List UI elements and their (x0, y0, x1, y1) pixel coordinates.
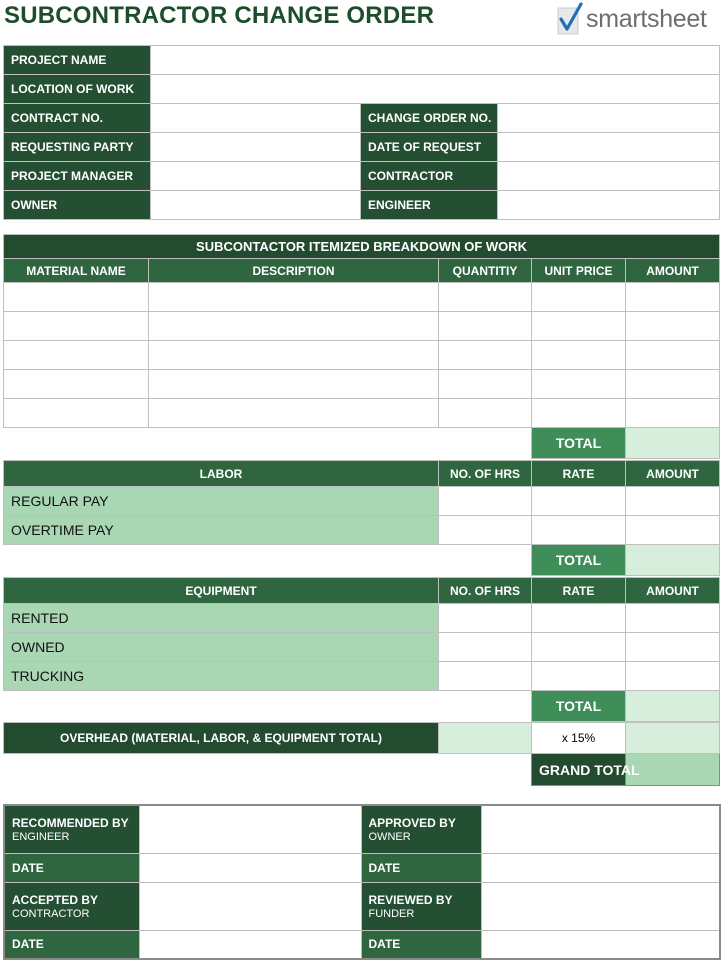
labor-total-label: TOTAL (532, 545, 626, 576)
col-amount: AMOUNT (626, 259, 720, 283)
reviewed-by-text: REVIEWED BY (368, 892, 453, 907)
cell[interactable] (439, 341, 532, 370)
smartsheet-logo (556, 1, 707, 37)
cell[interactable] (4, 370, 149, 399)
cell[interactable] (439, 604, 532, 633)
cell[interactable] (532, 516, 626, 545)
cell[interactable] (439, 370, 532, 399)
logo-text: smartsheet (586, 4, 707, 33)
table-row (4, 399, 720, 428)
cell[interactable] (439, 487, 532, 516)
cell[interactable] (149, 399, 439, 428)
contract-no-field[interactable] (151, 104, 361, 133)
cell[interactable] (626, 633, 720, 662)
project-info-table (3, 45, 720, 220)
reviewed-role: FUNDER (368, 907, 415, 920)
cell[interactable] (626, 399, 720, 428)
cell[interactable] (532, 283, 626, 312)
cell[interactable] (439, 662, 532, 691)
cell[interactable] (4, 399, 149, 428)
table-row (4, 370, 720, 399)
change-order-no-field[interactable] (498, 104, 720, 133)
owner-field[interactable] (151, 191, 361, 220)
col-equipment-rate: RATE (532, 578, 626, 604)
cell[interactable] (4, 283, 149, 312)
col-labor-amount: AMOUNT (626, 461, 720, 487)
recommended-by-field[interactable] (139, 805, 361, 853)
cell[interactable] (626, 341, 720, 370)
cell[interactable] (532, 662, 626, 691)
breakdown-title: SUBCONTACTOR ITEMIZED BREAKDOWN OF WORK (4, 235, 720, 259)
cell[interactable] (626, 487, 720, 516)
approved-by-text: APPROVED BY (368, 815, 456, 830)
cell[interactable] (4, 341, 149, 370)
location-of-work-field[interactable] (151, 75, 720, 104)
project-name-label: PROJECT NAME (4, 46, 151, 75)
project-manager-label: PROJECT MANAGER (4, 162, 151, 191)
cell[interactable] (626, 283, 720, 312)
recommended-by-text: RECOMMENDED BY (12, 815, 129, 830)
overtime-pay-label: OVERTIME PAY (4, 516, 439, 545)
page-title: SUBCONTRACTOR CHANGE ORDER (4, 2, 435, 29)
materials-total-label: TOTAL (532, 428, 626, 459)
requesting-party-label: REQUESTING PARTY (4, 133, 151, 162)
location-of-work-label: LOCATION OF WORK (4, 75, 151, 104)
reviewed-by-label (361, 882, 481, 930)
cell[interactable] (626, 370, 720, 399)
equipment-total-label: TOTAL (532, 691, 626, 722)
date-field[interactable] (481, 930, 720, 959)
recommended-role: ENGINEER (12, 830, 70, 843)
col-labor: LABOR (4, 461, 439, 487)
breakdown-table (3, 234, 720, 459)
approved-role: OWNER (368, 830, 411, 843)
requesting-party-field[interactable] (151, 133, 361, 162)
contract-no-label: CONTRACT NO. (4, 104, 151, 133)
recommended-by-label (4, 805, 139, 853)
change-order-no-label: CHANGE ORDER NO. (361, 104, 498, 133)
cell[interactable] (532, 604, 626, 633)
cell[interactable] (439, 516, 532, 545)
rented-label: RENTED (4, 604, 439, 633)
trucking-label: TRUCKING (4, 662, 439, 691)
cell[interactable] (532, 633, 626, 662)
cell[interactable] (626, 516, 720, 545)
cell[interactable] (149, 370, 439, 399)
reviewed-by-field[interactable] (481, 882, 720, 930)
overhead-table (3, 722, 720, 786)
cell[interactable] (149, 312, 439, 341)
contractor-field[interactable] (498, 162, 720, 191)
date-field[interactable] (481, 853, 720, 882)
col-labor-rate: RATE (532, 461, 626, 487)
project-manager-field[interactable] (151, 162, 361, 191)
col-equipment: EQUIPMENT (4, 578, 439, 604)
date-field[interactable] (139, 930, 361, 959)
accepted-by-text: ACCEPTED BY (12, 892, 99, 907)
cell[interactable] (439, 283, 532, 312)
table-row (4, 312, 720, 341)
cell[interactable] (149, 341, 439, 370)
cell[interactable] (149, 283, 439, 312)
cell[interactable] (532, 312, 626, 341)
equipment-total-field[interactable] (626, 691, 720, 722)
cell[interactable] (439, 399, 532, 428)
col-description: DESCRIPTION (149, 259, 439, 283)
cell[interactable] (532, 487, 626, 516)
accepted-by-field[interactable] (139, 882, 361, 930)
date-of-request-label: DATE OF REQUEST (361, 133, 498, 162)
overhead-rate: x 15% (532, 723, 626, 754)
col-material-name: MATERIAL NAME (4, 259, 149, 283)
materials-total-field[interactable] (626, 428, 720, 459)
labor-total-field[interactable] (626, 545, 720, 576)
date-label: DATE (4, 853, 139, 882)
col-unit-price: UNIT PRICE (532, 259, 626, 283)
cell[interactable] (626, 662, 720, 691)
approved-by-field[interactable] (481, 805, 720, 853)
accepted-by-label (4, 882, 139, 930)
date-label: DATE (361, 853, 481, 882)
date-of-request-field[interactable] (498, 133, 720, 162)
col-labor-hrs: NO. OF HRS (439, 461, 532, 487)
regular-pay-label: REGULAR PAY (4, 487, 439, 516)
col-quantity: QUANTITIY (439, 259, 532, 283)
table-row (4, 341, 720, 370)
accepted-role: CONTRACTOR (12, 907, 90, 920)
date-field[interactable] (139, 853, 361, 882)
cell[interactable] (626, 604, 720, 633)
approved-by-label (361, 805, 481, 853)
col-equipment-amount: AMOUNT (626, 578, 720, 604)
overhead-total-field[interactable] (626, 723, 720, 754)
signature-table (3, 804, 721, 960)
cell[interactable] (532, 341, 626, 370)
overhead-amount-field[interactable] (439, 723, 532, 754)
cell[interactable] (439, 312, 532, 341)
owned-label: OWNED (4, 633, 439, 662)
check-mark-icon (556, 2, 584, 36)
project-name-field[interactable] (151, 46, 720, 75)
cell[interactable] (439, 633, 532, 662)
engineer-label: ENGINEER (361, 191, 498, 220)
contractor-label: CONTRACTOR (361, 162, 498, 191)
engineer-field[interactable] (498, 191, 720, 220)
cell[interactable] (532, 399, 626, 428)
date-label: DATE (4, 930, 139, 959)
grand-total-label: GRAND TOTAL (532, 754, 626, 786)
cell[interactable] (4, 312, 149, 341)
cell[interactable] (626, 312, 720, 341)
overhead-label: OVERHEAD (MATERIAL, LABOR, & EQUIPMENT TOTAL) (4, 723, 439, 754)
labor-table (3, 460, 720, 576)
equipment-table (3, 577, 720, 722)
table-row (4, 283, 720, 312)
cell[interactable] (532, 370, 626, 399)
owner-label: OWNER (4, 191, 151, 220)
col-equipment-hrs: NO. OF HRS (439, 578, 532, 604)
date-label: DATE (361, 930, 481, 959)
